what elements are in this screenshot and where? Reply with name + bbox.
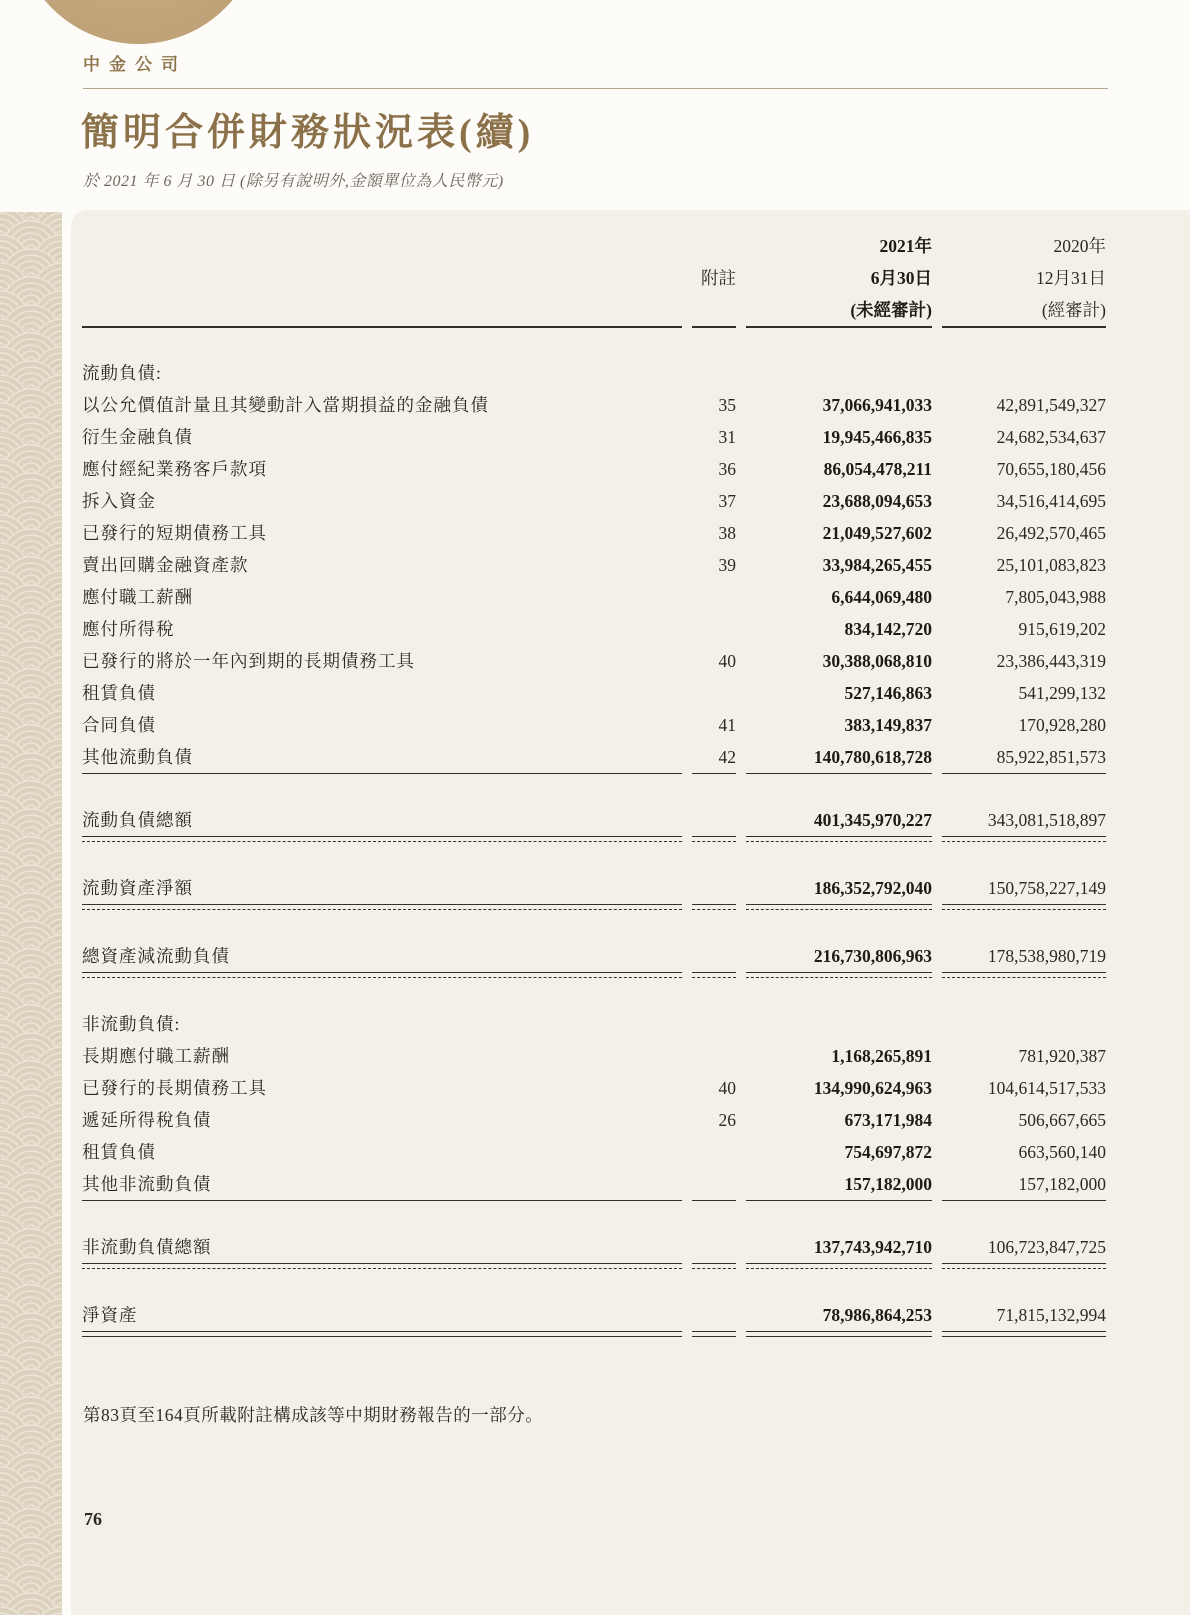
row-value-2020: 150,758,227,149 [987,878,1106,898]
row-label: 已發行的將於一年內到期的長期債務工具 [82,651,415,671]
row-value-2020: 25,101,083,823 [996,555,1106,575]
row-note: 41 [718,715,736,735]
unaudited-label: (未經審計) [850,300,932,320]
row-note [682,940,736,972]
page-number: 76 [84,1509,102,1529]
row-value-2020: 106,723,847,725 [987,1237,1106,1257]
financial-position-table [82,230,1106,1340]
row-value-2021: 134,990,624,963 [813,1078,932,1098]
table-row [82,1072,1106,1104]
row-value-2020: 70,655,180,456 [996,459,1106,479]
table-row [82,549,1106,581]
row-value-2021: 1,168,265,891 [831,1046,932,1066]
table-row [82,709,1106,741]
row-value-2021: 78,986,864,253 [822,1305,932,1325]
row-value-2021: 33,984,265,455 [822,555,932,575]
row-label: 已發行的長期債務工具 [82,1078,267,1098]
row-value-2021: 834,142,720 [844,619,932,639]
note-column-label: 附註 [701,268,736,288]
row-value-2020: 781,920,387 [1018,1046,1106,1066]
row-label: 租賃負債 [82,683,156,703]
row-note [682,1168,736,1200]
table-gap-row [82,1205,1106,1231]
row-label: 應付所得稅 [82,619,175,639]
brand-name: 中金公司 [83,55,187,74]
row-note: 40 [718,651,736,671]
row-note [682,872,736,904]
page-subtitle: 於 2021 年 6 月 30 日 (除另有說明外,金額單位為人民幣元) [83,173,504,190]
row-value-2020: 34,516,414,695 [996,491,1106,511]
row-value-2021 [736,1008,932,1040]
table-gap-row [82,980,1106,1008]
table-row [82,453,1106,485]
row-value-2021: 401,345,970,227 [813,810,932,830]
row-label: 以公允價值計量且其變動計入當期損益的金融負債 [82,395,489,415]
row-label: 流動負債總額 [82,810,193,830]
row-note [682,1040,736,1072]
table-row [82,1136,1106,1168]
row-value-2020 [932,1008,1106,1040]
table-row [82,1231,1106,1263]
row-label: 拆入資金 [82,491,156,511]
row-label: 已發行的短期債務工具 [82,523,267,543]
row-value-2020: 915,619,202 [1018,619,1106,639]
row-label: 非流動負債: [82,1014,181,1034]
header-spacer [82,230,682,326]
table-row [82,804,1106,836]
row-value-2020: 170,928,280 [1018,715,1106,735]
row-value-2021: 19,945,466,835 [822,427,932,447]
row-value-2020: 663,560,140 [1018,1142,1106,1162]
row-note: 38 [718,523,736,543]
column-header-2021 [736,230,932,326]
row-label: 流動資產淨額 [82,878,193,898]
row-label: 非流動負債總額 [82,1237,212,1257]
table-rule-row [82,1331,1106,1340]
row-label: 合同負債 [82,715,156,735]
table-row [82,357,1106,389]
table-gap-row [82,333,1106,357]
table-gap-row [82,778,1106,804]
row-label: 長期應付職工薪酬 [82,1046,230,1066]
row-label: 應付經紀業務客戶款項 [82,459,267,479]
row-value-2021: 216,730,806,963 [813,946,932,966]
row-note: 42 [718,747,736,767]
date-2020-label: 12月31日 [1036,268,1106,288]
table-row [82,1168,1106,1200]
row-value-2020: 42,891,549,327 [996,395,1106,415]
row-value-2020: 71,815,132,994 [996,1305,1106,1325]
row-value-2021: 527,146,863 [844,683,932,703]
table-header-row [82,230,1106,326]
table-row [82,1008,1106,1040]
table-row [82,741,1106,773]
table-row [82,613,1106,645]
row-value-2021: 86,054,478,211 [823,459,932,479]
header-divider [83,88,1108,89]
column-header-note [682,230,736,326]
seigaiha-pattern-graphic [0,212,62,1615]
row-note [682,1136,736,1168]
row-note [682,804,736,836]
table-gap-row [82,1271,1106,1299]
row-note: 26 [718,1110,736,1130]
table-gap-row [82,844,1106,872]
row-value-2021: 37,066,941,033 [822,395,932,415]
row-value-2020: 23,386,443,319 [996,651,1106,671]
table-row [82,1040,1106,1072]
table-row [82,677,1106,709]
row-value-2020: 178,538,980,719 [987,946,1106,966]
row-label: 應付職工薪酬 [82,587,193,607]
row-value-2021: 673,171,984 [844,1110,932,1130]
row-value-2021: 6,644,069,480 [831,587,932,607]
content-panel [71,210,1190,1615]
row-note [682,357,736,389]
row-note [682,677,736,709]
row-value-2020: 541,299,132 [1018,683,1106,703]
row-note: 37 [718,491,736,511]
row-value-2020: 7,805,043,988 [1005,587,1106,607]
footnote: 第83頁至164頁所載附註構成該等中期財務報告的一部分。 [83,1405,544,1425]
row-value-2021: 23,688,094,653 [822,491,932,511]
row-value-2020 [932,357,1106,389]
table-row [82,1104,1106,1136]
row-value-2020: 85,922,851,573 [996,747,1106,767]
row-value-2021: 137,743,942,710 [813,1237,932,1257]
date-2021-label: 6月30日 [870,268,932,288]
table-row [82,1299,1106,1331]
row-note [682,1008,736,1040]
row-value-2020: 26,492,570,465 [996,523,1106,543]
row-value-2020: 506,667,665 [1018,1110,1106,1130]
row-label: 賣出回購金融資產款 [82,555,249,575]
table-row [82,940,1106,972]
row-value-2020: 157,182,000 [1018,1174,1106,1194]
table-row [82,517,1106,549]
row-value-2020: 104,614,517,533 [987,1078,1106,1098]
row-value-2021 [736,357,932,389]
row-note [682,1231,736,1263]
row-label: 其他流動負債 [82,747,193,767]
audited-label: (經審計) [1041,300,1106,320]
row-label: 流動負債: [82,363,162,383]
decorative-wave-pattern [0,212,62,1615]
row-note [682,581,736,613]
row-value-2020: 24,682,534,637 [996,427,1106,447]
table-row [82,645,1106,677]
table-gap-row [82,912,1106,940]
table-row [82,421,1106,453]
header-rule [82,326,1106,333]
table-row [82,485,1106,517]
row-note: 40 [718,1078,736,1098]
table-row [82,581,1106,613]
row-label: 遞延所得稅負債 [82,1110,212,1130]
row-value-2021: 754,697,872 [844,1142,932,1162]
row-label: 淨資產 [82,1305,138,1325]
row-label: 總資產減流動負債 [82,946,230,966]
row-note: 39 [718,555,736,575]
row-value-2021: 383,149,837 [844,715,932,735]
column-header-2020 [932,230,1106,326]
row-value-2021: 30,388,068,810 [822,651,932,671]
row-note [682,1299,736,1331]
row-label: 其他非流動負債 [82,1174,212,1194]
row-value-2021: 157,182,000 [844,1174,932,1194]
row-note: 36 [718,459,736,479]
table-row [82,389,1106,421]
row-label: 衍生金融負債 [82,427,193,447]
page-title: 簡明合併財務狀況表(續) [81,112,535,154]
row-note [682,613,736,645]
year-2021-label: 2021年 [879,236,932,256]
row-value-2021: 186,352,792,040 [813,878,932,898]
row-note: 35 [718,395,736,415]
row-value-2021: 21,049,527,602 [822,523,932,543]
row-value-2021: 140,780,618,728 [813,747,932,767]
row-value-2020: 343,081,518,897 [987,810,1106,830]
row-label: 租賃負債 [82,1142,156,1162]
table-row [82,872,1106,904]
year-2020-label: 2020年 [1053,236,1106,256]
brand-logo-circle [16,0,261,44]
row-note: 31 [718,427,736,447]
